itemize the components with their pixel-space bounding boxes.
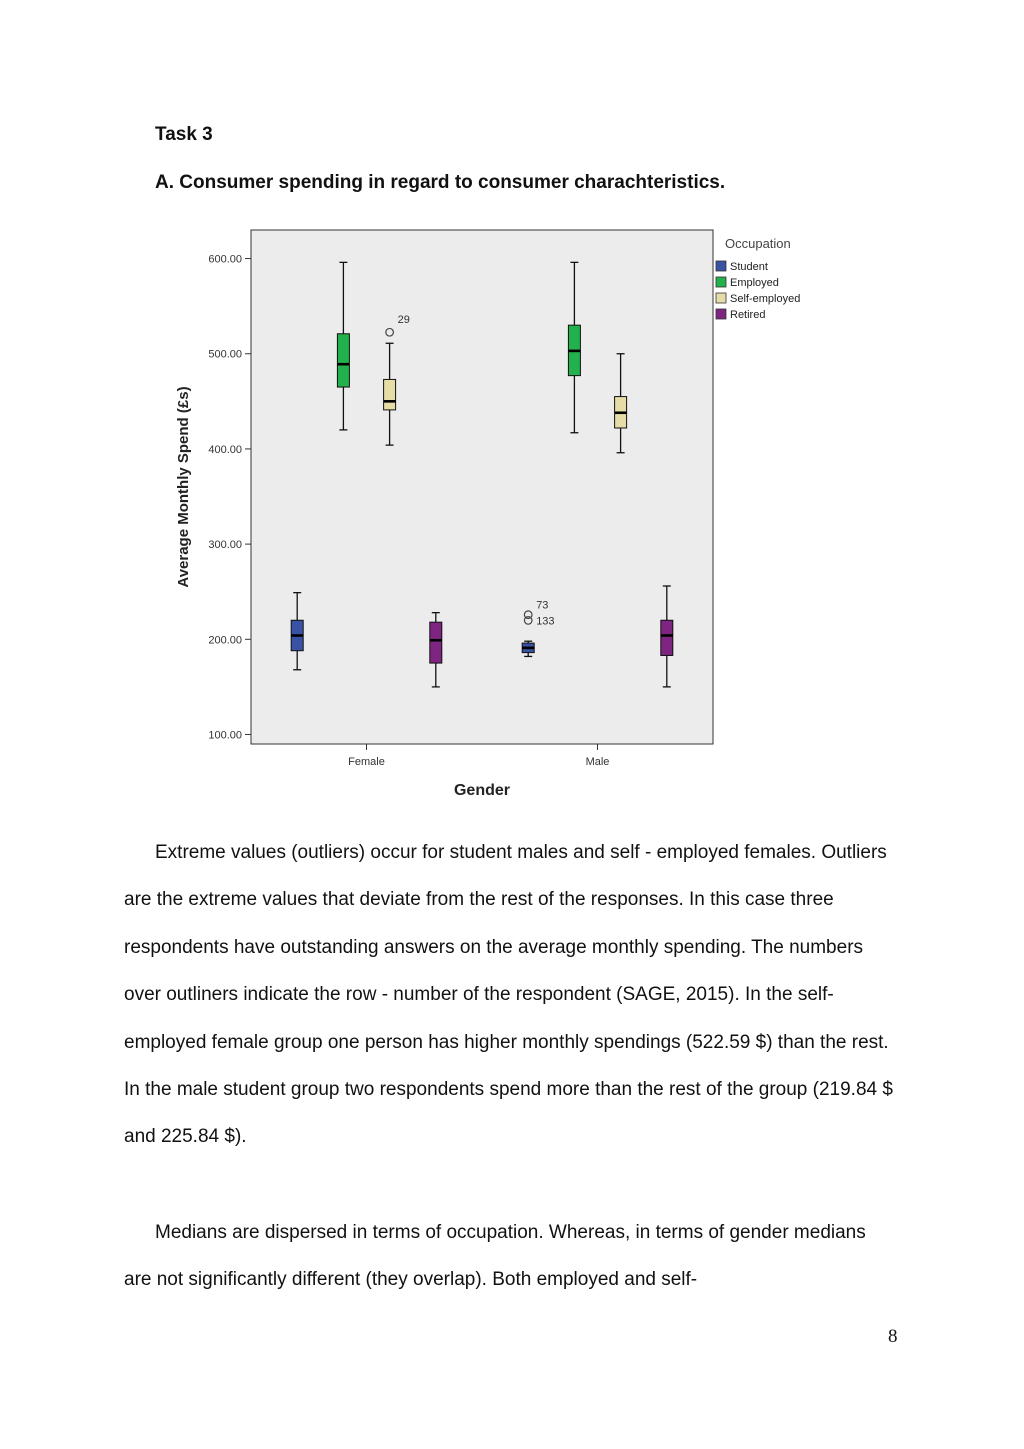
legend-label: Student [730,261,768,273]
legend [716,236,800,321]
box-iqr [661,620,673,655]
x-axis [348,744,609,768]
y-tick-label: 200.00 [208,634,242,647]
box-iqr [384,379,396,409]
legend-label: Retired [730,309,766,321]
box-iqr [430,622,442,663]
outlier-label: 29 [397,314,410,327]
plot-frame [251,230,713,744]
page-number: 8 [888,1326,898,1347]
y-tick-label: 300.00 [208,539,242,552]
outlier-label: 73 [536,599,549,612]
legend-swatch [716,261,726,271]
legend-title: Occupation [725,236,791,251]
legend-swatch [716,277,726,287]
y-axis-label: Average Monthly Spend (£s) [175,386,192,588]
y-tick-label: 400.00 [208,443,242,456]
task-title: Task 3 [155,124,213,145]
boxplot-chart [170,222,830,812]
y-tick-label: 600.00 [208,253,242,266]
box-iqr [337,334,349,387]
legend-label: Employed [730,277,779,289]
paragraph-outliers-text: Extreme values (outliers) occur for student males and self - employed females. Outliers are the extreme values that deviate from the rest of the responses. In this case three respondents have outstanding answers on the average monthly spending. The numbers over outliners indicate the row - number of the respondent (SAGE, 2015). In the self-employed female group one person has higher monthly spendings (522.59 $) than the rest. In the male student group two respondents spend more than the rest of the group (219.84 $ and 225.84 $). [124,842,893,1148]
legend-swatch [716,293,726,303]
paragraph-medians-text: Medians are dispersed in terms of occupation. Whereas, in terms of gender medians are not significantly different (they overlap). Both employed and self- [124,1222,866,1291]
paragraph-medians [124,1209,894,1304]
x-tick-label: Female [348,756,385,768]
x-tick-label: Male [585,756,610,768]
legend-swatch [716,309,726,319]
y-tick-label: 500.00 [208,348,242,361]
section-title: A. Consumer spending in regard to consumer charachteristics. [155,172,726,193]
paragraph-outliers [124,829,894,1161]
y-tick-label: 100.00 [208,729,242,742]
outlier-label: 133 [536,615,555,628]
legend-label: Self-employed [730,293,801,305]
y-axis [208,254,251,742]
x-axis-label: Gender [453,782,511,799]
